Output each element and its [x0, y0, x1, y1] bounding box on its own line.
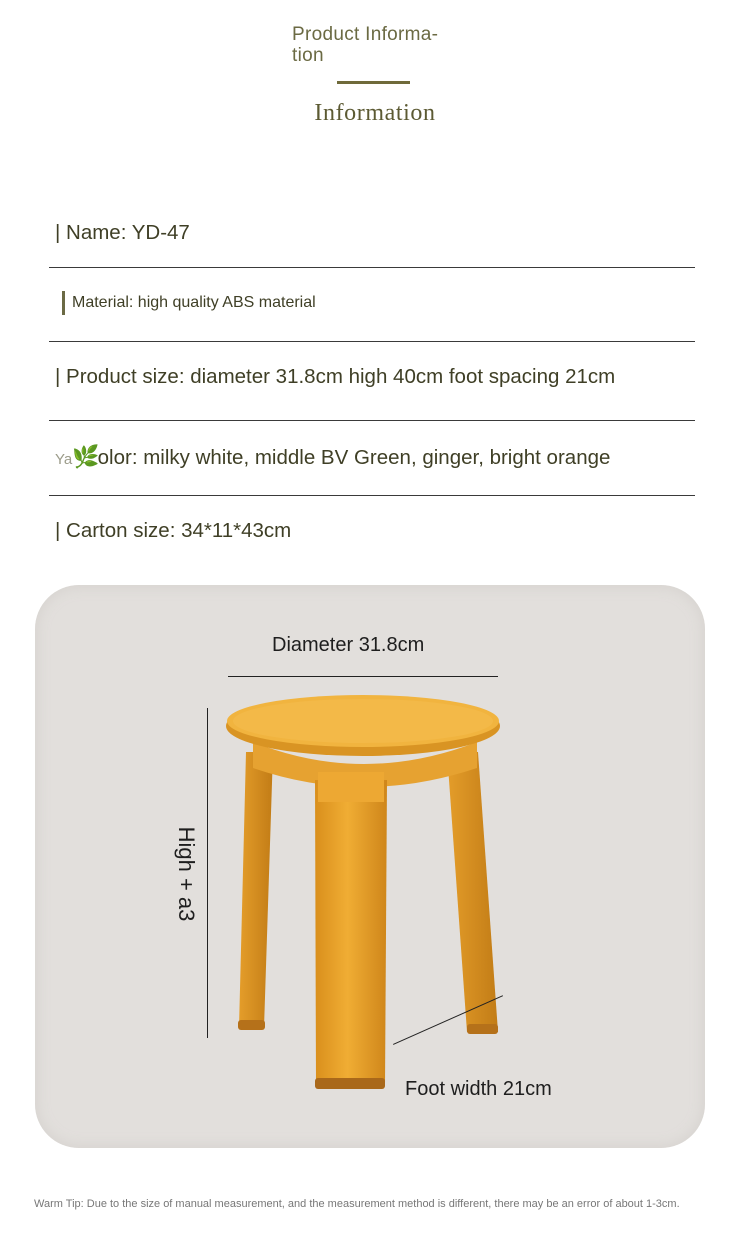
divider: [49, 267, 695, 268]
height-line: [207, 708, 208, 1038]
height-label: High + a3: [174, 826, 199, 922]
diameter-line: [228, 676, 498, 677]
divider: [49, 420, 695, 421]
spec-color-prefix: Ya: [55, 451, 73, 468]
divider: [49, 495, 695, 496]
section-heading: Information: [314, 100, 436, 126]
page-title-line-1: Product Informa-: [292, 24, 439, 45]
spec-material: Material: high quality ABS material: [62, 291, 316, 315]
divider: [49, 341, 695, 342]
spec-product-size: | Product size: diameter 31.8cm high 40cm foot spacing 21cm: [55, 365, 616, 388]
leaf-icon: 🌿: [72, 444, 94, 469]
stool-image: [215, 690, 515, 1100]
warm-tip: Warm Tip: Due to the size of manual measurement, and the measurement method is different, there may be an error of about 1-3cm.: [34, 1198, 680, 1210]
page-title: [292, 24, 472, 66]
spec-color-text: olor: milky white, middle BV Green, ginger, bright orange: [97, 446, 611, 469]
spec-color: [55, 444, 610, 470]
spec-name: | Name: YD-47: [55, 221, 190, 244]
foot-width-label: Foot width 21cm: [405, 1078, 552, 1100]
diameter-label: Diameter 31.8cm: [272, 634, 425, 656]
spec-carton-size: | Carton size: 34*11*43cm: [55, 519, 292, 542]
title-underline: [337, 81, 410, 84]
page-title-line-2: tion: [292, 45, 324, 66]
